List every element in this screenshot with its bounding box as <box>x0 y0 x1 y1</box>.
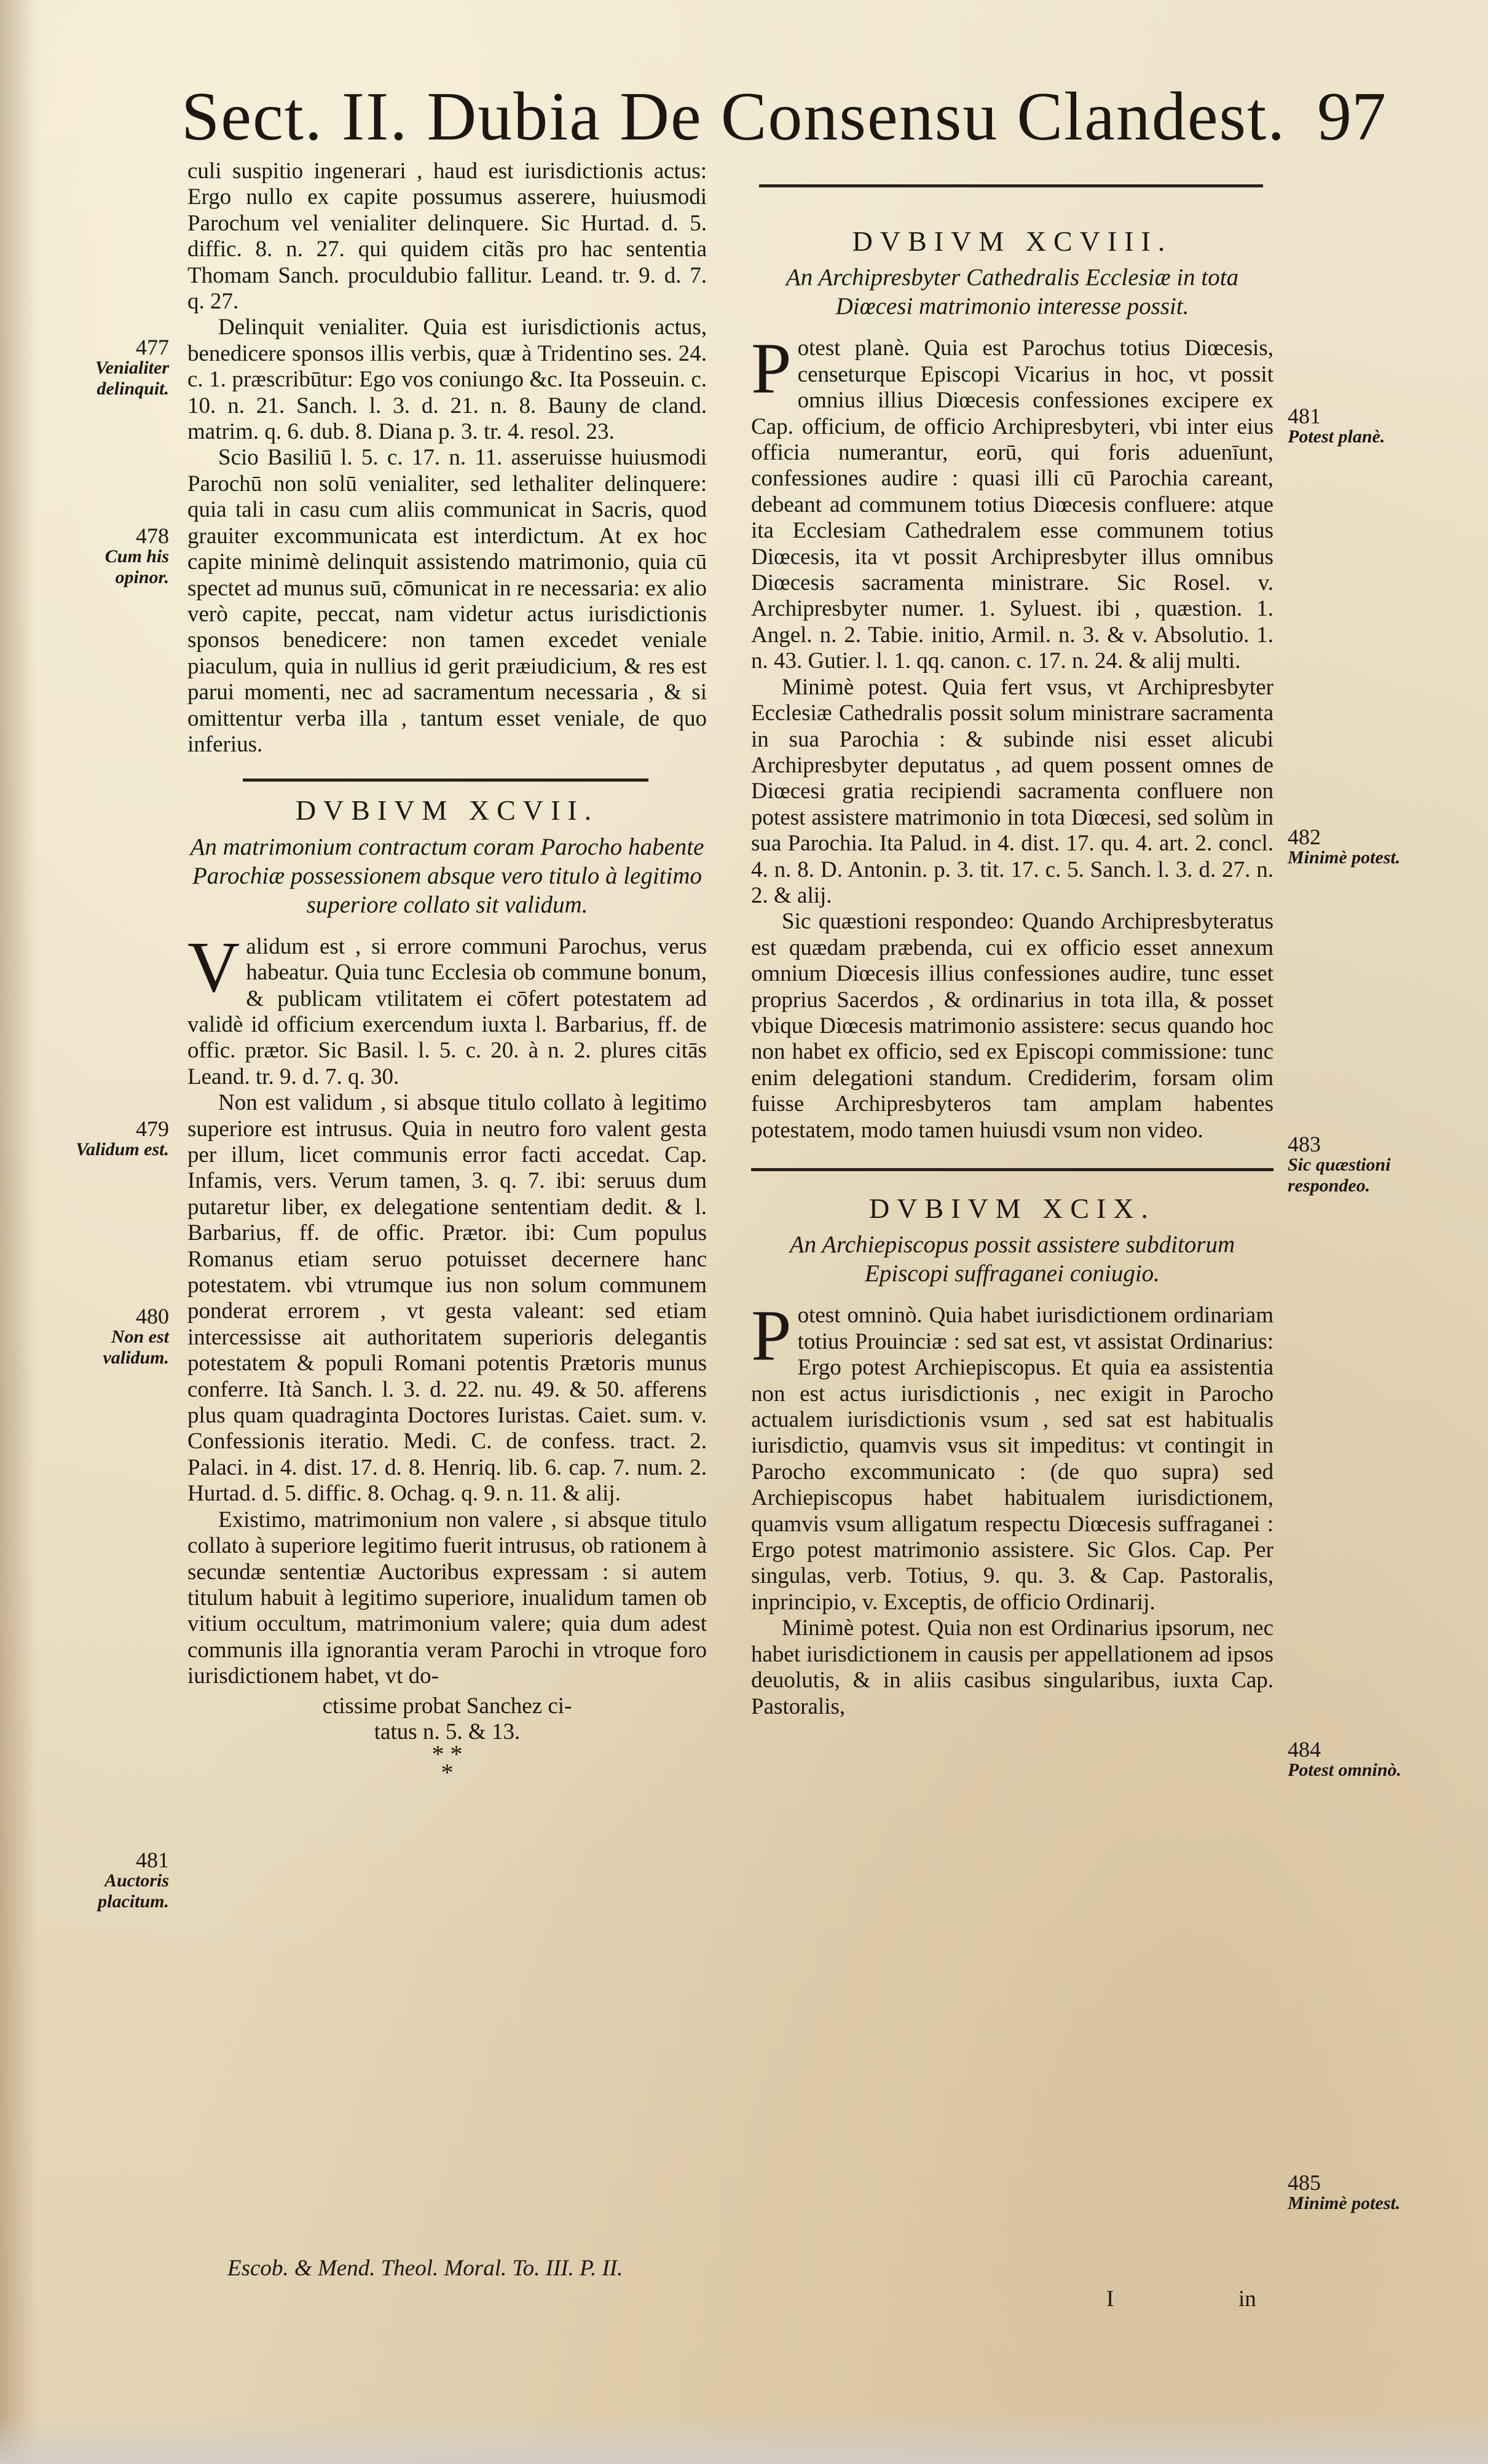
page-gutter-shadow <box>0 0 37 2464</box>
dubium-question: An matrimonium contractum coram Parocho habente Parochiæ possessionem absque vero titulo à legitimo superiore collato sit validum. <box>190 833 704 918</box>
margin-number: 481 <box>1288 404 1321 428</box>
signature-mark: I <box>1106 2286 1114 2312</box>
margin-label: Sic quæstioni respondeo. <box>1288 1155 1391 1196</box>
margin-number: 480 <box>136 1304 169 1328</box>
margin-label: Minimè potest. <box>1288 847 1401 868</box>
margin-note-481-right <box>1288 406 1414 447</box>
right-column <box>751 226 1273 1720</box>
margin-label: Non est validum. <box>103 1327 169 1368</box>
paragraph-tail <box>187 1693 707 1746</box>
dubium-question: An Archiepiscopus possit assistere subditorum Episcopi suffraganei coniugio. <box>789 1231 1235 1287</box>
margin-number: 478 <box>136 524 169 548</box>
paragraph: Potest omninò. Quia habet iurisdictionem ordinariam totius Prouinciæ : sed sat est, vt assistat Ordinarius: Ergo potest Archiepiscopus. Et quia ea assistentia non est actus iurisdictionis , nec exigit in Parocho actualem iurisdictionis vsum , sed sat est habitualis iurisdictio, quamvis vsus sit impeditus: vt contingit in Parocho excommunicato : (de quo supra) sed Archiepiscopus habet habitualem iurisdictionem, quamvis vsum alligatum respectu Diœcesis suffraganei : Ergo potest matrimonio assistere. Sic Glos. Cap. Per singulas, verb. Totius, 9. qu. 3. & Cap. Pastoralis, inprincipio, v. Exceptis, de officio Ordinarij. <box>751 1295 1273 1615</box>
margin-label: Minimè potest. <box>1288 2193 1401 2213</box>
margin-number: 481 <box>136 1848 169 1872</box>
margin-note-479 <box>55 1118 169 1160</box>
margin-number: 479 <box>136 1116 169 1141</box>
running-head: Sect. II. Dubia De Consensu Clandest. <box>181 79 1286 155</box>
margin-note-483 <box>1288 1134 1414 1196</box>
paragraph: culi suspitio ingenerari , haud est iurisdictionis actus: Ergo nullo ex capite possumus asserere, huiusmodi Parochum vel venialiter delinquere. Sic Hurtad. d. 5. diffic. 8. n. 27. qui quidem citãs pro hac sententia Thomam Sanch. proculdubio fallitur. Leand. tr. 9. d. 7. q. 27. <box>187 159 707 315</box>
tail-line: ctissime probat Sanchez ci- <box>322 1693 572 1719</box>
dubium-question: An Archipresbyter Cathedralis Ecclesiæ in tota Diœcesi matrimonio interesse possit. <box>785 264 1239 320</box>
paragraph: Scio Basiliū l. 5. c. 17. n. 11. asseruisse huiusmodi Parochū non solū venialiter, sed lethaliter delinquere: quia tali in casu cum aliis communicat in Sacris, quod grauiter excommunicata est interdictum. At ex hoc capite minimè delinquit assistendo matrimonio, quia cū spectet ad munus suū, cōmunicat in re necessaria: ex alio verò capite, peccat, nam videtur actus iurisdictionis sponsos benedicere: non tamen excedet veniale piaculum, quia in nullius id gerit præiudicium, & res est parui momenti, nec ad sacramentum necessaria , & si omittentur verba illa , tantum esset veniale, de quo inferius. <box>187 445 707 757</box>
paragraph: Minimè potest. Quia fert vsus, vt Archipresbyter Ecclesiæ Cathedralis possit solum ministrare sacramenta in sua Parochia : & subinde nisi esset alicubi Archipresbyter deputatus , ad quem possent omnes de Diœcesi gratia recipiendi sacramenta confluere non potest assistere matrimonio in tota Diœcesi, sed solùm in sua Parochia. Ita Palud. in 4. dist. 17. qu. 4. art. 2. concl. 4. n. 8. D. Antonin. p. 3. tit. 17. c. 5. Sanch. l. 3. d. 27. n. 2. & alij. <box>751 674 1273 908</box>
paragraph: Potest planè. Quia est Parochus totius Diœcesis, censeturque Episcopi Vicarius in hoc, vt possit omnius illius Diœcesis confessiones excipere ex Cap. officium, de officio Archipresbyteri, vbi inter eius officia numerantur, eorū, qui foris aduenīunt, confessiones audire : quasi illi cū Parochia careant, debeant ad communem totius Diœcesis confluere: atque ita Ecclesiam Cathedralem esse communem totius Diœcesis, ita vt possit Archipresbyter illus omnibus Diœcesis sacramenta ministrare. Sic Rosel. v. Archipresbyter numer. 1. Syluest. ibi , quæstion. 1. Angel. n. 2. Tabie. initio, Armil. n. 3. & v. Absolutio. 1. n. 43. Gutier. l. 1. qq. canon. c. 17. n. 24. & alij multi. <box>751 328 1273 674</box>
margin-label: Potest omninò. <box>1288 1760 1402 1780</box>
margin-note-481-left <box>55 1850 169 1912</box>
margin-label: Venialiter delinquit. <box>95 358 169 399</box>
paragraph: Minimè potest. Quia non est Ordinarius ipsorum, nec habet iurisdictionem in causis per appellationem ad ipsos deuolutis, & in aliis casibus singularibus, iuxta Cap. Pastoralis, <box>751 1615 1273 1719</box>
margin-number: 483 <box>1288 1132 1321 1156</box>
margin-note-477 <box>55 337 169 399</box>
page-number: 97 <box>1317 79 1386 155</box>
paragraph: Delinquit venialiter. Quia est iurisdictionis actus, benedicere sponsos illis verbis, quæ à Tridentino ses. 24. c. 1. præscribūtur: Ego vos coniungo &c. Ita Posseuin. c. 10. n. 21. Sanch. l. 3. d. 21. n. 8. Bauny de cland. matrim. q. 6. dub. 8. Diana p. 3. tr. 4. resol. 23. <box>187 315 707 445</box>
tail-line: tatus n. 5. & 13. <box>374 1719 521 1744</box>
margin-label: Potest planè. <box>1288 426 1385 447</box>
paragraph: Non est validum , si absque titulo collato à legitimo superiore est intrusus. Quia in neutro foro valent gesta per illum, licet communis error facti accedat. Cap. Infamis, vers. Verum tamen, 3. q. 7. ibi: seruus dum putaretur liber, ex delegatione sententiam dedit. & l. Barbarius, ff. de offic. Prætor. ibi: Cum populus Romanus etiam seruo potuisset decernere hanc potestatem. vbi vtrumque ius non solum communem ponderat errorem , vt gesta valeant: sed etiam intercessisse ait authoritatem superioris delegantis potestatem & populi Romani potentis Prætoris munus conferre. Ità Sanch. l. 3. d. 22. nu. 49. & 50. afferens plus quam quadraginta Doctores Iuristas. Caiet. sum. v. Confessionis iteratio. Medi. C. de confess. tract. 2. Palaci. in 4. dist. 17. d. 8. Henriq. lib. 6. cap. 7. num. 2. Hurtad. d. 5. diffic. 8. Ochag. q. 9. n. 11. & alij. <box>187 1090 707 1507</box>
section-rule <box>243 779 648 782</box>
margin-note-482 <box>1288 826 1414 868</box>
paragraph: Existimo, matrimonium non valere , si absque titulo collato à superiore legitimo fuerit intrusus, ob rationem à secundæ sententiæ Auctoribus expressam : si autem titulum habuit à legitimo superiore, inualidum tamen ob vitium occultum, matrimonium valere; quia dum adest communis illa ignorantia veram Parochi in vtroque foro iurisdictionem habet, vt do- <box>187 1507 707 1689</box>
paragraph: Sic quæstioni respondeo: Quando Archipresbyteratus est quædam præbenda, cui ex officio esset annexum omnium Diœcesis illius confessiones audire, tunc esset proprius Sacerdos , & ordinarius in tota illa, & posset vbique Diœcesis matrimonio assistere: secus quando hoc non habet ex officio, sed ex Episcopi commissione: tunc enim delegationi standum. Crediderim, forsam olim fuisse Archipresbyteros tam amplam habentes potestatem, modo tamen huiusdi vsum non video. <box>751 909 1273 1143</box>
asterism: * * * <box>431 1740 463 1787</box>
section-rule <box>751 1168 1273 1171</box>
paragraph: Validum est , si errore communi Parochus, verus habeatur. Quia tunc Ecclesia ob commune bonum, & publicam vtilitatem ei cōfert potestatem ad validè id officium exercendum iuxta l. Barbarius, ff. de offic. prætor. Sic Basil. l. 5. c. 20. à n. 2. plures citās Leand. tr. 9. d. 7. q. 30. <box>187 926 707 1089</box>
page-header <box>181 74 1386 160</box>
margin-number: 482 <box>1288 825 1321 849</box>
margin-note-480 <box>55 1306 169 1368</box>
left-column <box>187 159 707 1787</box>
margin-number: 484 <box>1288 1737 1321 1762</box>
scan-bottom-edge <box>0 2415 1488 2464</box>
dubium-heading: DVBIVM XCVII. <box>295 795 599 826</box>
section-rule <box>759 184 1263 187</box>
margin-number: 485 <box>1288 2170 1321 2195</box>
margin-note-484 <box>1288 1739 1414 1781</box>
catchword: in <box>1238 2286 1256 2312</box>
margin-label: Auctoris placitum. <box>98 1870 169 1912</box>
margin-note-478 <box>55 525 169 588</box>
margin-number: 477 <box>136 335 169 359</box>
dubium-heading: DVBIVM XCIX. <box>869 1193 1155 1224</box>
margin-note-485 <box>1288 2172 1414 2214</box>
margin-label: Cum his opinor. <box>104 546 169 587</box>
margin-label: Validum est. <box>76 1139 169 1159</box>
dubium-heading: DVBIVM XCVIII. <box>852 226 1173 257</box>
volume-footer: Escob. & Mend. Theol. Moral. To. III. P. II. <box>227 2256 623 2281</box>
